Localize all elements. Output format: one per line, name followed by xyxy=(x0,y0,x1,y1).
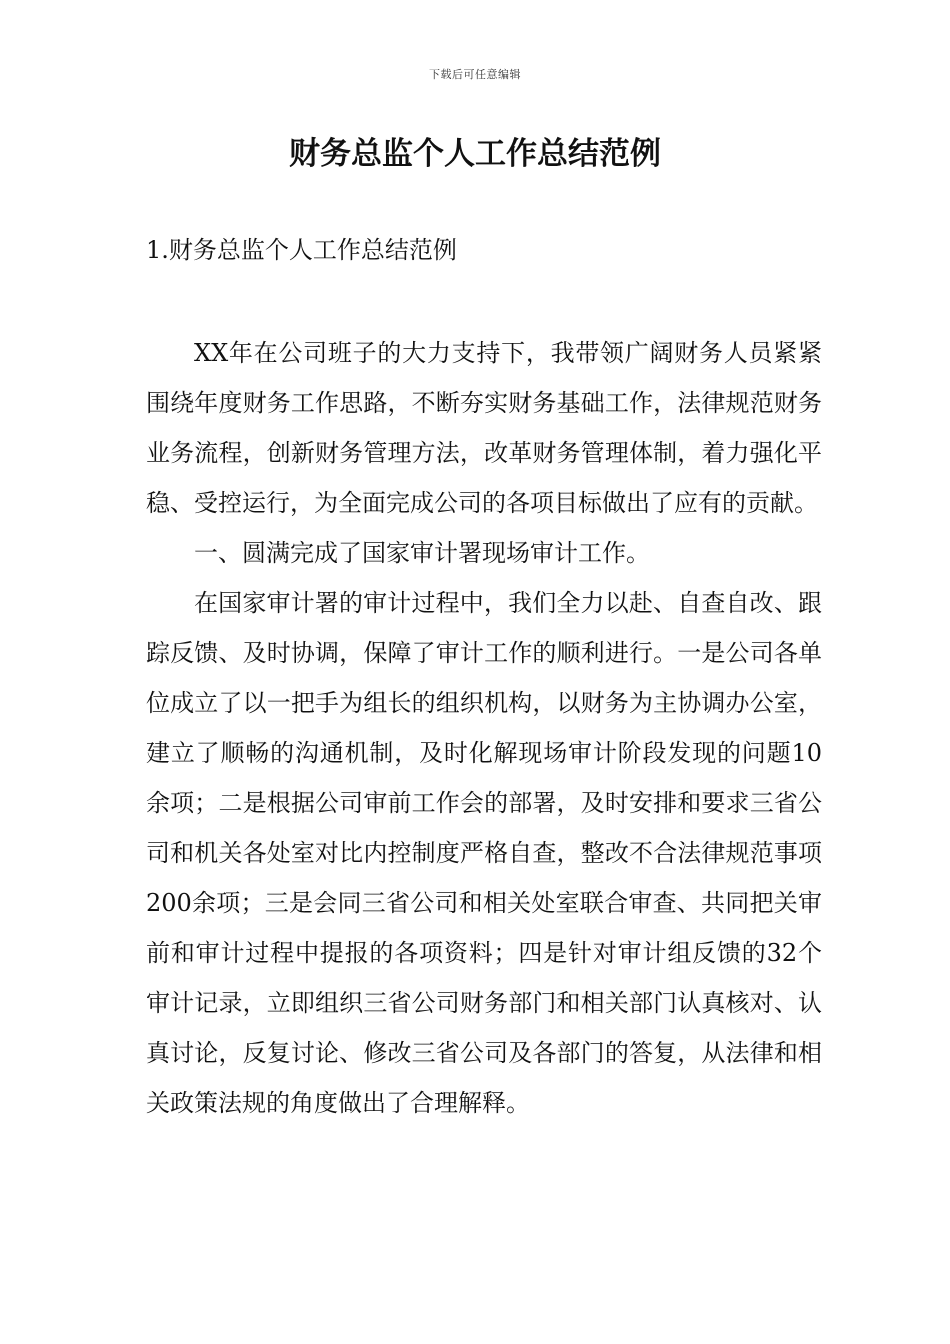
body-text xyxy=(146,328,822,1128)
paragraph-audit-details: 在国家审计署的审计过程中，我们全力以赴、自查自改、跟踪反馈、及时协调，保障了审计工作的顺利进行。一是公司各单位成立了以一把手为组长的组织机构，以财务为主协调办公室，建立了顺畅的沟通机制，及时化解现场审计阶段发现的问题10余项；二是根据公司审前工作会的部署，及时安排和要求三省公司和机关各处室对比内控制度严格自查，整改不合法律规范事项200余项；三是会同三省公司和相关处室联合审查、共同把关审前和审计过程中提报的各项资料；四是针对审计组反馈的32个审计记录，立即组织三省公司财务部门和相关部门认真核对、认真讨论，反复讨论、修改三省公司及各部门的答复，从法律和相关政策法规的角度做出了合理解释。 xyxy=(146,589,822,1117)
section-heading: 1.财务总监个人工作总结范例 xyxy=(146,236,457,264)
paragraph-intro: XX年在公司班子的大力支持下，我带领广阔财务人员紧紧围绕年度财务工作思路，不断夯实财务基础工作，法律规范财务业务流程，创新财务管理方法，改革财务管理体制，着力强化平稳、受控运行，为全面完成公司的各项目标做出了应有的贡献。 xyxy=(146,339,822,517)
document-title: 财务总监个人工作总结范例 xyxy=(289,136,661,172)
header-note: 下载后可任意编辑 xyxy=(429,68,521,81)
paragraph-subheading: 一、圆满完成了国家审计署现场审计工作。 xyxy=(194,539,650,567)
